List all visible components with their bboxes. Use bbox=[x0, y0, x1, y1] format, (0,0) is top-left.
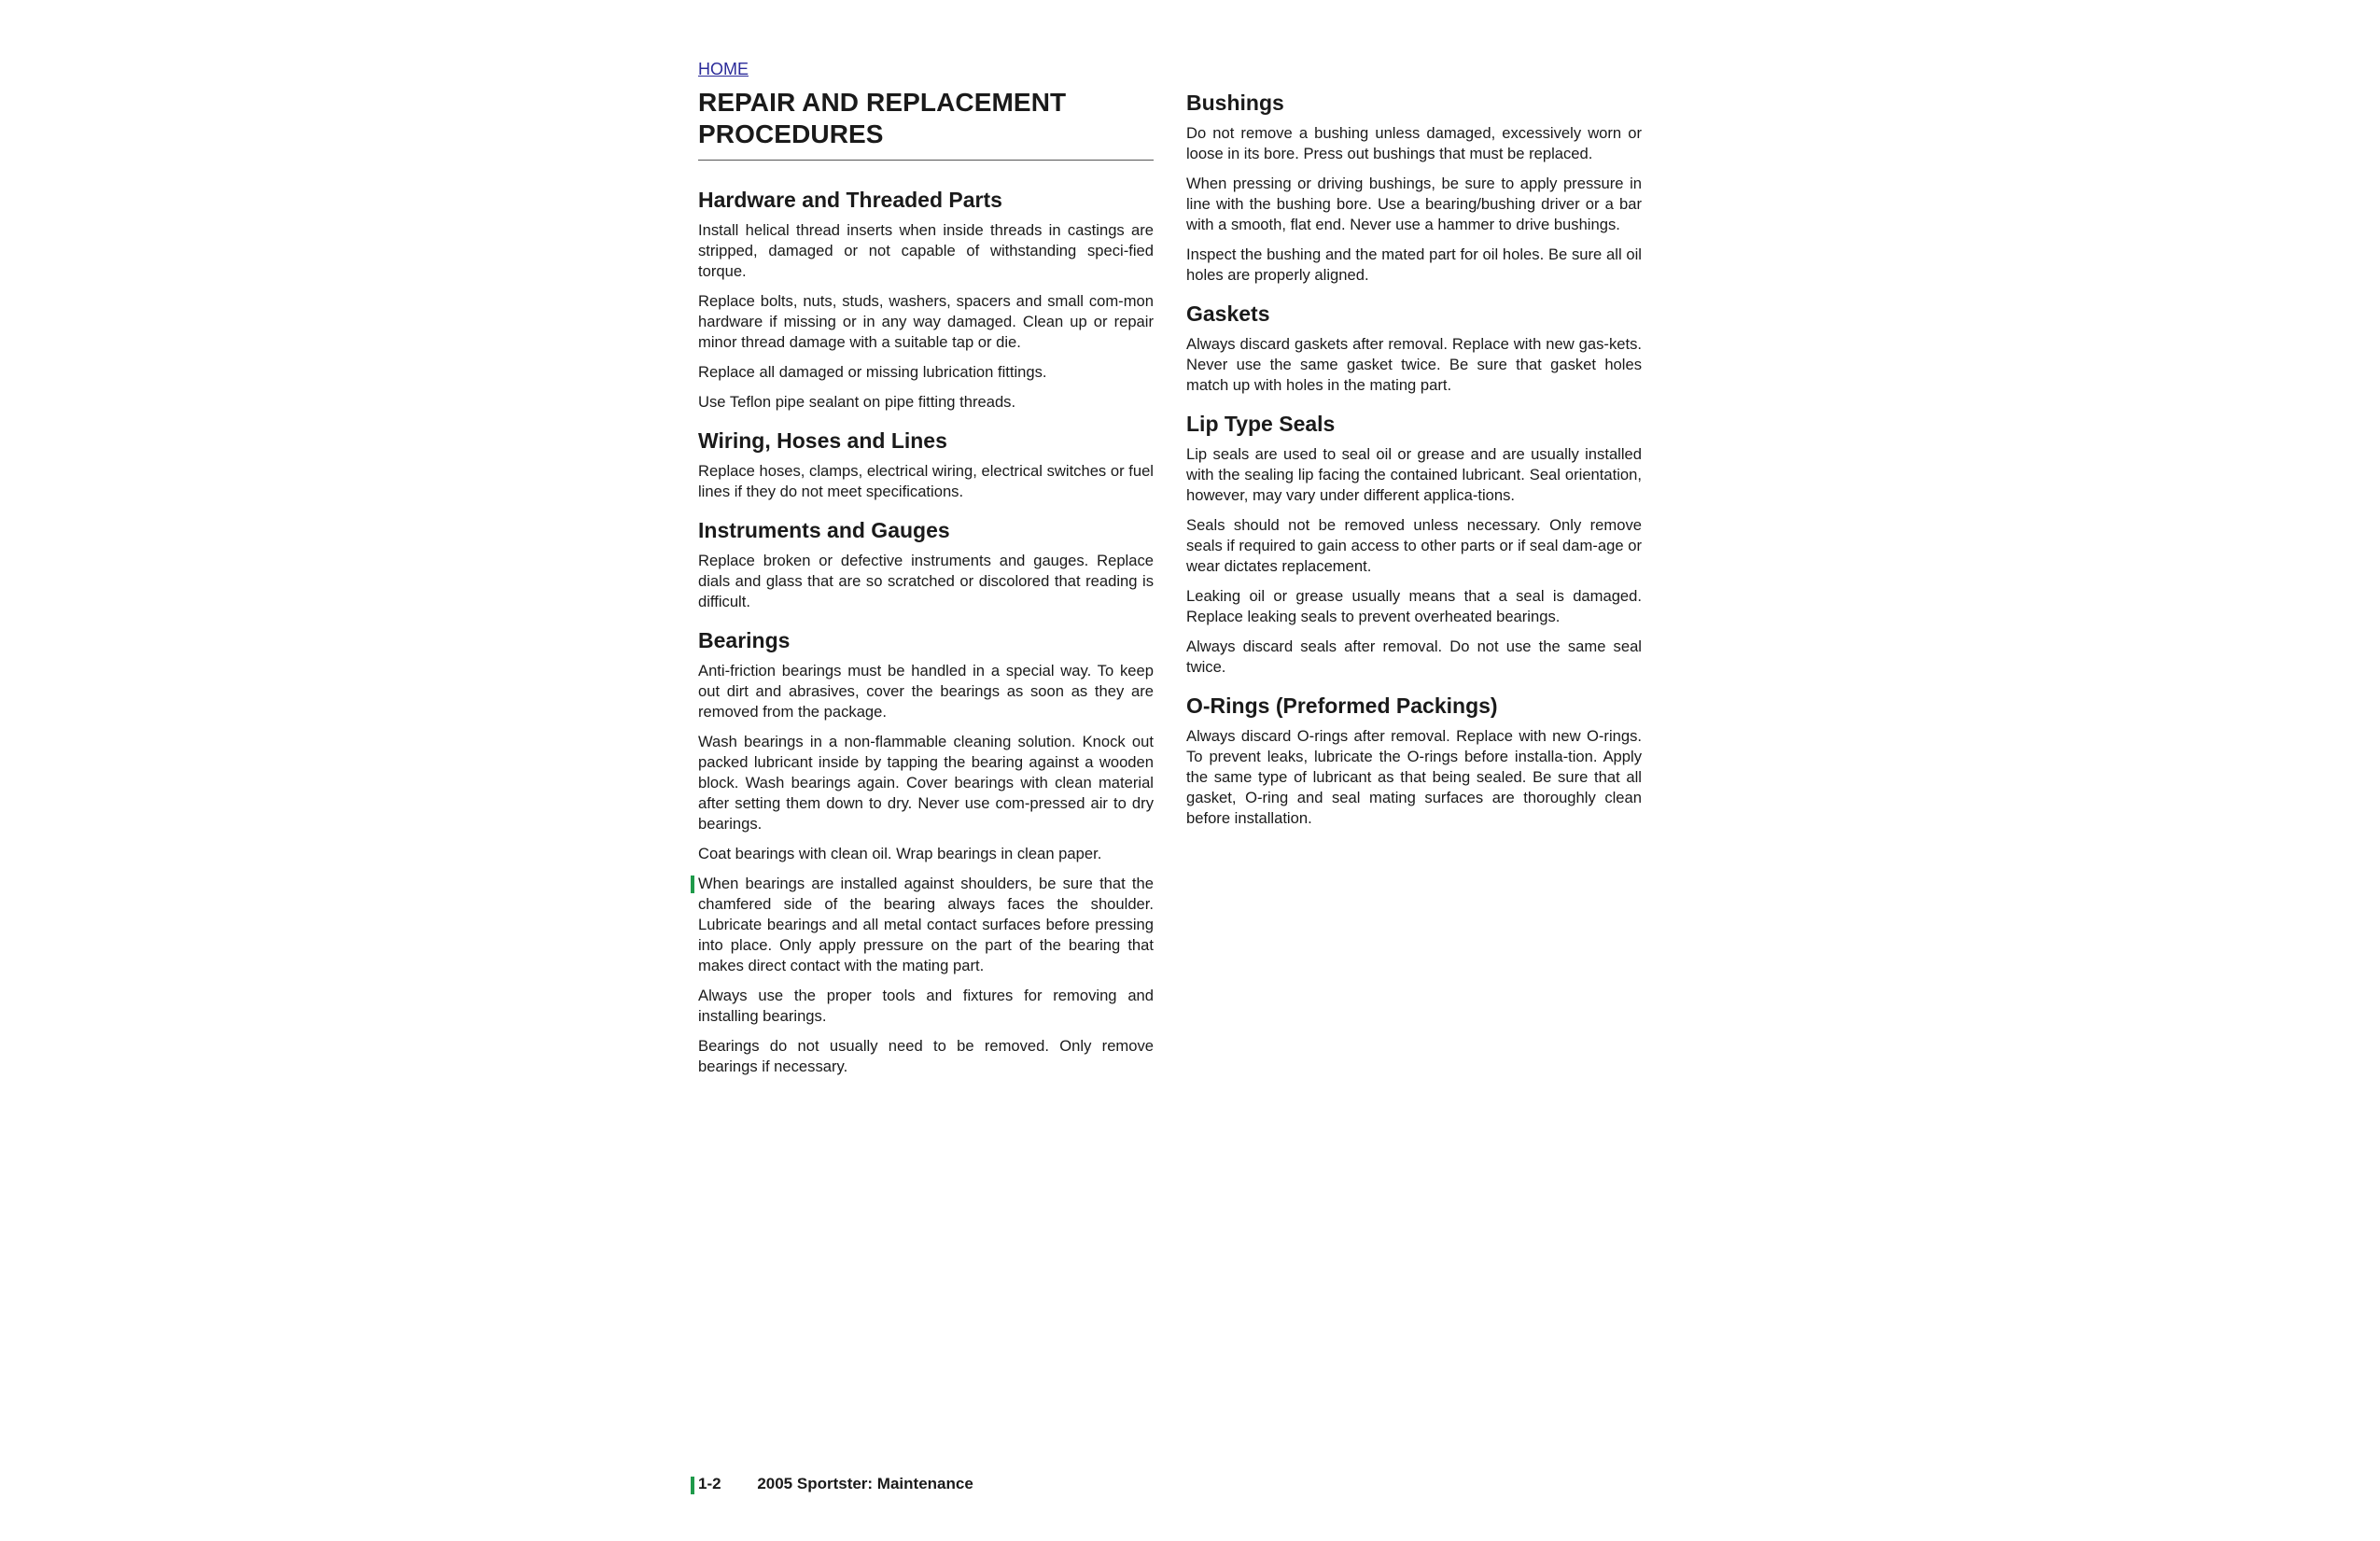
paragraph: Wash bearings in a non-flammable cleaning solution. Knock out packed lubricant inside by tapping the bearing against a wooden block. Wash bearings again. Cover bearings with clean material after setting them down to dry. Never use com-pressed air to dry bearings. bbox=[698, 733, 1154, 833]
paragraph: Replace bolts, nuts, studs, washers, spacers and small com-mon hardware if missing or in any way damaged. Clean up or repair minor thread damage with a suitable tap or die. bbox=[698, 292, 1154, 351]
manual-title: 2005 Sportster: Maintenance bbox=[757, 1475, 973, 1492]
page-footer bbox=[698, 1475, 973, 1493]
section-instruments-gauges bbox=[698, 517, 1154, 612]
paragraph: Always discard O-rings after removal. Replace with new O-rings. To prevent leaks, lubricate the O-rings before installa-tion. Apply the same type of lubricant as that being sealed. Be sure that all gasket, O-ring and seal mating surfaces are thoroughly clean before installation. bbox=[1186, 727, 1642, 827]
paragraph: Inspect the bushing and the mated part for oil holes. Be sure all oil holes are properly aligned. bbox=[1186, 245, 1642, 284]
section-heading: Bushings bbox=[1186, 91, 1284, 115]
paragraph: Always discard seals after removal. Do not use the same seal twice. bbox=[1186, 637, 1642, 676]
section-heading: Hardware and Threaded Parts bbox=[698, 188, 1002, 212]
paragraph: When pressing or driving bushings, be sure to apply pressure in line with the bushing bore. Use a bearing/bushing driver or a bar with a smooth, flat end. Never use a hammer to drive bushings. bbox=[1186, 175, 1642, 233]
section-o-rings bbox=[1186, 693, 1642, 829]
paragraph: Lip seals are used to seal oil or grease and are usually installed with the sealing lip facing the contained lubricant. Seal orientation, however, may vary under different applica-tions. bbox=[1186, 445, 1642, 504]
section-heading: Bearings bbox=[698, 628, 791, 652]
paragraph: Leaking oil or grease usually means that a seal is damaged. Replace leaking seals to prevent overheated bearings. bbox=[1186, 587, 1642, 625]
paragraph: Use Teflon pipe sealant on pipe fitting threads. bbox=[698, 393, 1016, 411]
paragraph: Coat bearings with clean oil. Wrap bearings in clean paper. bbox=[698, 845, 1102, 862]
change-bar bbox=[691, 1477, 694, 1494]
page-title: REPAIR AND REPLACEMENT PROCEDURES bbox=[698, 87, 1154, 161]
section-heading: Lip Type Seals bbox=[1186, 412, 1336, 436]
paragraph: Seals should not be removed unless necessary. Only remove seals if required to gain access to other parts or if seal dam-age or wear dictates replacement. bbox=[1186, 516, 1642, 575]
paragraph: Anti-friction bearings must be handled in a special way. To keep out dirt and abrasives, cover the bearings as soon as they are removed from the package. bbox=[698, 662, 1154, 721]
right-column bbox=[1186, 90, 1642, 844]
page-number: 1-2 bbox=[698, 1475, 721, 1492]
section-heading: O-Rings (Preformed Packings) bbox=[1186, 693, 1498, 718]
section-heading: Gaskets bbox=[1186, 301, 1270, 326]
paragraph: Replace broken or defective instruments and gauges. Replace dials and glass that are so scratched or discolored that reading is difficult. bbox=[698, 552, 1154, 610]
section-bearings bbox=[698, 627, 1154, 1077]
section-wiring-hoses-lines bbox=[698, 427, 1154, 502]
section-gaskets bbox=[1186, 301, 1642, 396]
paragraph: Replace all damaged or missing lubrication fittings. bbox=[698, 363, 1047, 381]
paragraph: Always discard gaskets after removal. Replace with new gas-kets. Never use the same gasket twice. Be sure that gasket holes match up with holes in the mating part. bbox=[1186, 335, 1642, 394]
paragraph-text: When bearings are installed against shoulders, be sure that the chamfered side of the bearing always faces the shoulder. Lubricate bearings and all metal contact surfaces before pressing into place. Only apply pressure on the part of the bearing that makes direct contact with the mating part. bbox=[698, 875, 1154, 974]
home-link[interactable]: HOME bbox=[698, 60, 749, 78]
section-lip-type-seals bbox=[1186, 411, 1642, 678]
paragraph-with-change-bar bbox=[698, 874, 1154, 976]
change-bar bbox=[691, 876, 694, 893]
paragraph: Replace hoses, clamps, electrical wiring, electrical switches or fuel lines if they do not meet specifications. bbox=[698, 462, 1154, 500]
paragraph: Bearings do not usually need to be removed. Only remove bearings if necessary. bbox=[698, 1037, 1154, 1075]
section-hardware-threaded-parts bbox=[698, 187, 1154, 413]
left-column bbox=[698, 60, 1154, 1092]
section-heading: Instruments and Gauges bbox=[698, 518, 950, 542]
section-bushings bbox=[1186, 90, 1642, 286]
paragraph: Always use the proper tools and fixtures for removing and installing bearings. bbox=[698, 987, 1154, 1025]
paragraph: Install helical thread inserts when inside threads in castings are stripped, damaged or not capable of withstanding speci-fied torque. bbox=[698, 221, 1154, 280]
section-heading: Wiring, Hoses and Lines bbox=[698, 428, 947, 453]
paragraph: Do not remove a bushing unless damaged, excessively worn or loose in its bore. Press out bushings that must be replaced. bbox=[1186, 124, 1642, 162]
